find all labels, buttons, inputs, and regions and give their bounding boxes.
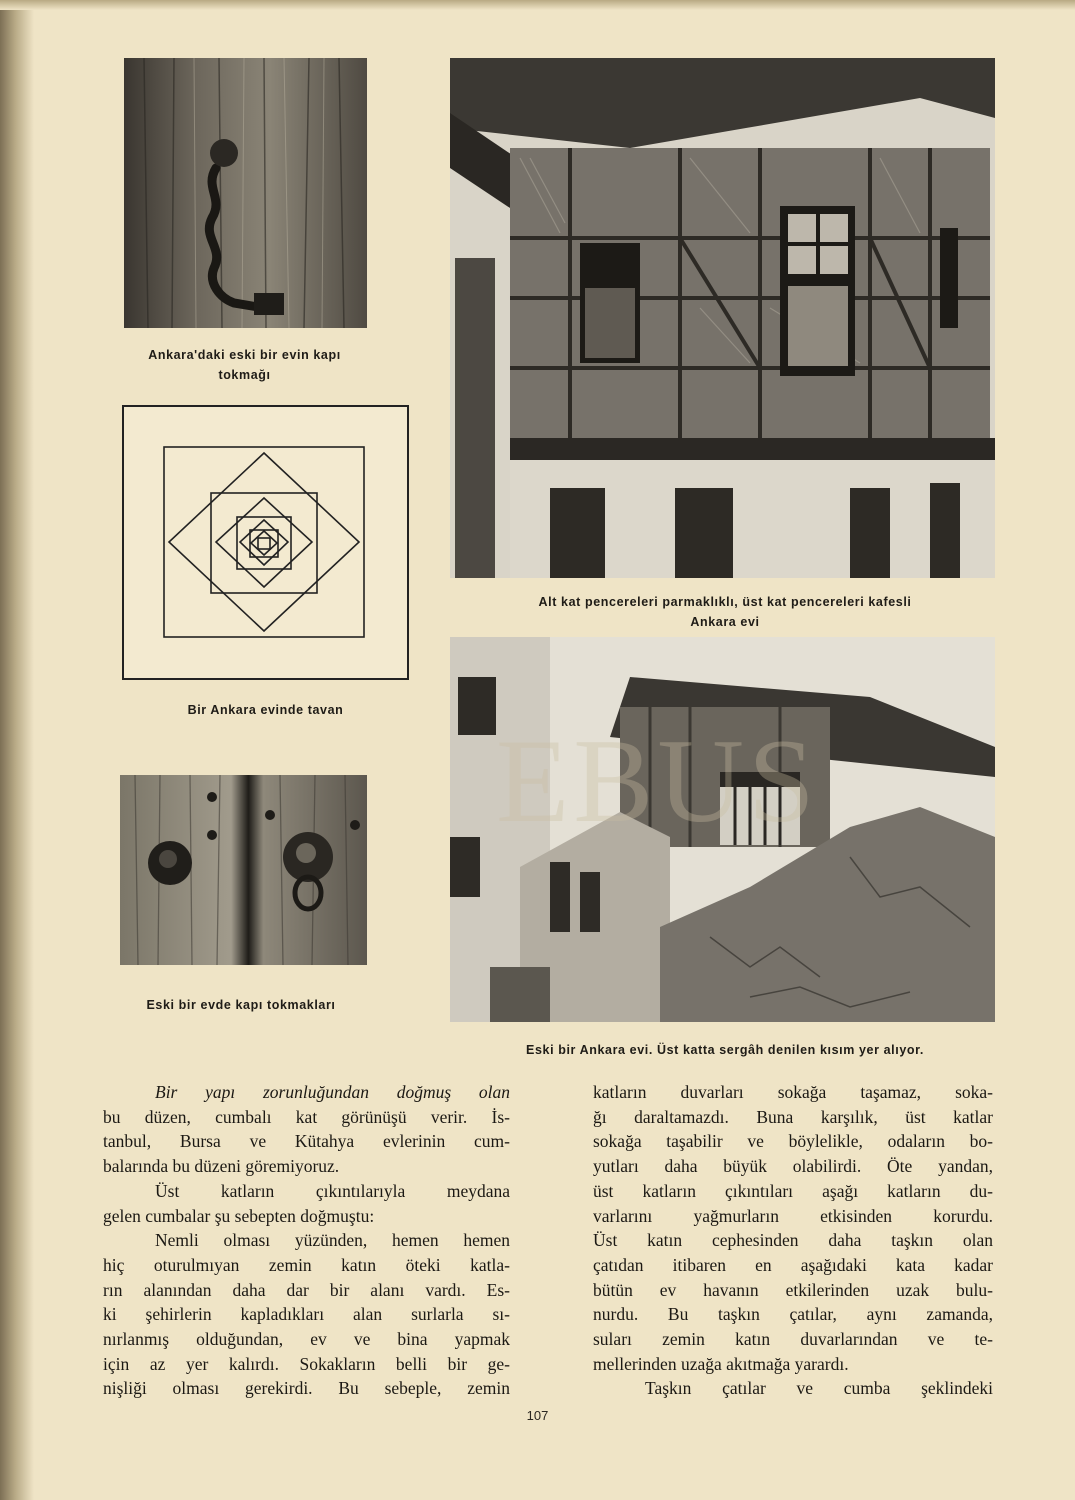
text-line: mellerinden uzağa akıtmağa yarardı.: [593, 1353, 849, 1374]
text-line: yutları daha büyük olabilirdi. Öte yandan,: [593, 1156, 993, 1177]
caption-door-knocker: Ankara'daki eski bir evin kapı tokmağı: [148, 348, 341, 382]
text-line: suları zemin katın duvarlarından ve te-: [593, 1329, 993, 1350]
text-line: bu düzen, cumbalı kat görünüşü verir. İs-: [103, 1106, 510, 1127]
ankara-house-photo-top: [450, 58, 995, 578]
text-line: nırlanmış olduğundan, ev ve bina yapmak: [103, 1329, 510, 1350]
text-line: Bir yapı zorunluğundan doğmuş olan: [155, 1082, 510, 1102]
door-knockers-photo: [120, 775, 367, 965]
left-text-column: [103, 1080, 510, 1401]
watermark: EBUS: [496, 714, 819, 847]
text-line: hiç oturulmıyan zemin katın öteki katla-: [103, 1254, 510, 1275]
page-top-edge: [0, 0, 1075, 10]
text-line: nurdu. Bu taşkın çatılar, aynı zamanda,: [593, 1304, 993, 1325]
text-line: Üst katın cephesinden daha taşkın olan: [593, 1230, 993, 1251]
right-text-column: [593, 1080, 993, 1401]
text-line: için az yer kalırdı. Sokakların belli bir ge-: [103, 1353, 510, 1374]
caption-ceiling: Bir Ankara evinde tavan: [187, 703, 344, 717]
text-line: üst katların çıkıntıları aşağı katların du-: [593, 1180, 993, 1201]
text-line: Nemli olması yüzünden, hemen hemen: [155, 1230, 510, 1251]
binding-shadow: [0, 0, 34, 1500]
text-line: varlarını yağmurların etkisinden korurdu.: [593, 1205, 993, 1226]
text-line: tanbul, Bursa ve Kütahya evlerinin cum-: [103, 1131, 510, 1152]
caption-house-bottom: Eski bir Ankara evi. Üst katta sergâh denilen kısım yer alıyor.: [526, 1043, 924, 1057]
text-line: Üst katların çıkıntılarıyla meydana: [155, 1180, 510, 1201]
ceiling-pattern-diagram: [122, 405, 409, 680]
text-line: gelen cumbalar şu sebepten doğmuştu:: [103, 1205, 375, 1226]
caption-door-knockers: Eski bir evde kapı tokmakları: [146, 998, 336, 1012]
text-line: sokağa taşabilir ve böylelikle, odaların bo-: [593, 1131, 993, 1152]
text-line: bütün ev havanın etkilerinden uzak bulu-: [593, 1279, 993, 1300]
text-line: ğı daraltamazdı. Buna karşılık, üst katlar: [593, 1106, 993, 1127]
page-number: 107: [526, 1408, 549, 1423]
text-line: katların duvarları sokağa taşamaz, soka-: [593, 1082, 993, 1102]
text-line: Taşkın çatılar ve cumba şeklindeki: [645, 1378, 993, 1399]
door-knocker-photo: [124, 58, 367, 328]
text-line: nişliği olması gerekirdi. Bu sebeple, zemin: [103, 1378, 510, 1399]
text-line: çatıdan itibaren en aşağıdaki kata kadar: [593, 1254, 993, 1275]
text-line: ki şehirlerin kapladıkları alan surlarla sı-: [103, 1304, 510, 1325]
text-line: rın alanından daha dar bir alanı vardı. Es-: [103, 1279, 510, 1300]
caption-house-top: Alt kat pencereleri parmaklıklı, üst kat pencereleri kafesli Ankara evi: [538, 595, 912, 629]
text-line: balarında bu düzeni göremiyoruz.: [103, 1156, 340, 1177]
